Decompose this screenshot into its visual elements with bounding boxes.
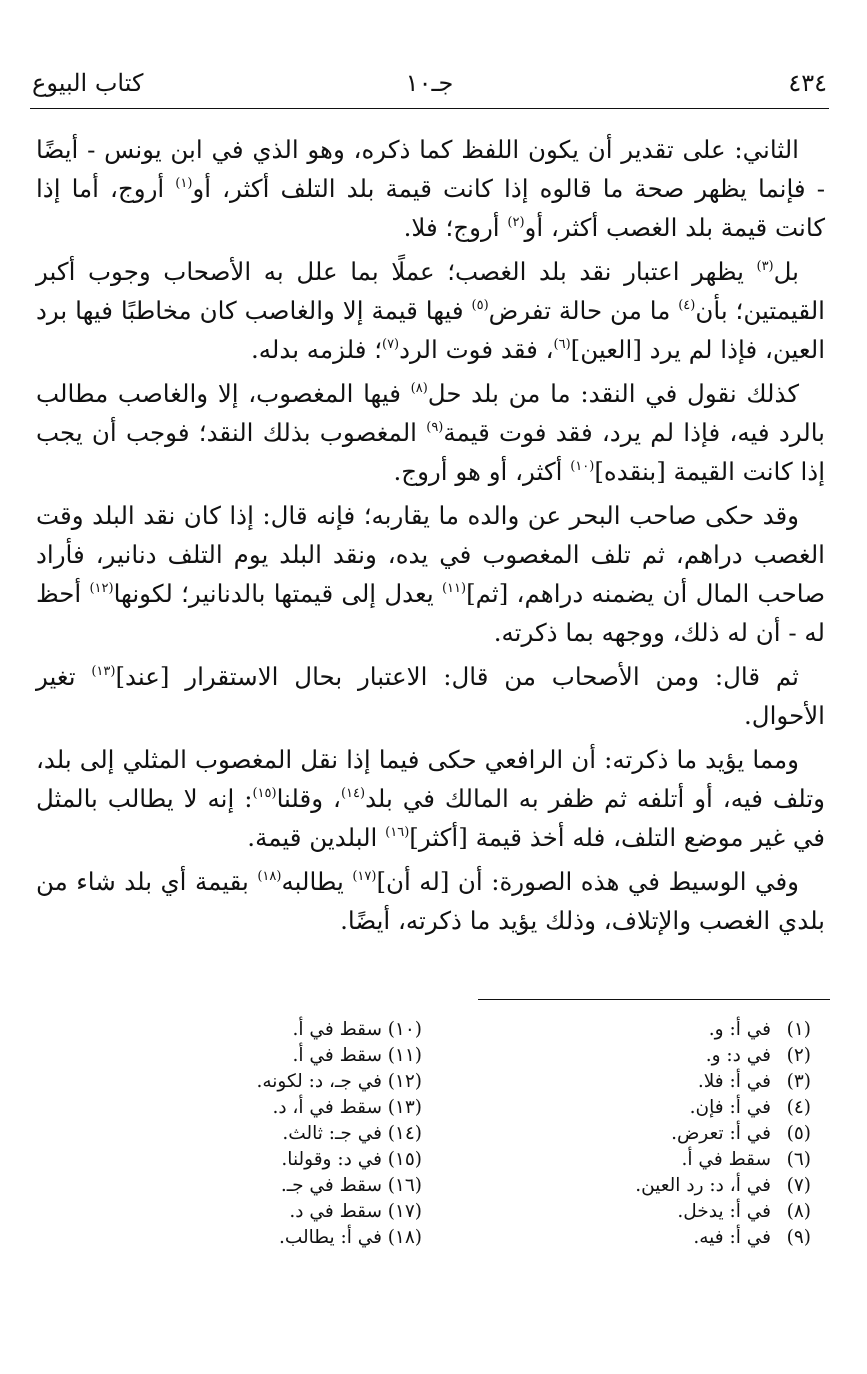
- footnote-marker: (١٧): [352, 869, 377, 884]
- footnote-number: (١٧): [387, 1201, 422, 1222]
- footnote-number: (١٠): [387, 1019, 422, 1040]
- footnote-text: في د: وقولنا.: [281, 1149, 382, 1170]
- text-segment: وفي الوسيط في هذه الصورة: أن [له أن]: [376, 867, 800, 896]
- book-title: كتاب البيوع: [32, 69, 144, 97]
- footnote-number: (١٦): [387, 1175, 422, 1196]
- footnote-text: في أ: فيه.: [693, 1227, 771, 1248]
- footnote-marker: (٨): [410, 381, 428, 396]
- footnote-number: (٦): [786, 1149, 811, 1170]
- footnote-item: [511, 1173, 811, 1199]
- footnote-item: [122, 1147, 422, 1173]
- footnote-marker: (١٣): [91, 664, 116, 679]
- footnote-item: [122, 1017, 422, 1043]
- footnote-item: [511, 1069, 811, 1095]
- text-segment: أروج، أما إذا كانت قيمة بلد الغصب أكثر، أو: [36, 174, 825, 242]
- text-segment: : إنه لا يطالب بالمثل في غير موضع التلف، فله أخذ قيمة [أكثر]: [36, 784, 825, 852]
- text-segment: بقيمة أي بلد شاء من بلدي الغصب والإتلاف، وذلك يؤيد ما ذكرته، أيضًا.: [36, 867, 825, 935]
- paragraph: [36, 374, 825, 491]
- main-text: [36, 130, 825, 945]
- footnote-marker: (٩): [426, 420, 444, 435]
- footnotes-right-column: [511, 1017, 811, 1251]
- text-segment: أروج؛ فلا.: [403, 213, 508, 242]
- footnote-divider: [478, 999, 830, 1000]
- footnote-item: [122, 1199, 422, 1225]
- text-segment: البلدين قيمة.: [247, 823, 386, 852]
- footnote-marker: (٢): [507, 215, 525, 230]
- footnote-text: سقط في أ.: [681, 1149, 771, 1170]
- volume-label: جـ١٠: [405, 69, 454, 97]
- footnote-text: سقط في أ، د.: [272, 1097, 382, 1118]
- footnote-item: [511, 1017, 811, 1043]
- header-divider: [30, 108, 829, 109]
- footnote-item: [511, 1147, 811, 1173]
- footnote-number: (١): [786, 1019, 811, 1040]
- text-segment: ، فقد فوت الرد: [399, 335, 554, 364]
- footnote-text: في أ: تعرض.: [671, 1123, 771, 1144]
- footnote-text: في أ: يطالب.: [278, 1227, 382, 1248]
- text-segment: المغصوب بذلك النقد؛ فوجب أن يجب إذا كانت القيمة [بنقده]: [36, 418, 825, 486]
- paragraph: [36, 252, 825, 369]
- footnote-number: (٢): [786, 1045, 811, 1066]
- footnote-item: [122, 1225, 422, 1251]
- page-number: ٤٣٤: [788, 69, 827, 97]
- footnote-text: في أ: و.: [708, 1019, 771, 1040]
- footnote-marker: (١١): [441, 581, 467, 596]
- footnote-item: [122, 1069, 422, 1095]
- footnote-number: (١٥): [387, 1149, 422, 1170]
- text-segment: يظهر اعتبار نقد بلد الغصب؛ عملًا بما علل به الأصحاب وجوب أكبر القيمتين؛ بأن: [36, 257, 825, 325]
- footnote-item: [122, 1173, 422, 1199]
- footnotes-left-column: [122, 1017, 422, 1251]
- text-segment: يطالبه: [281, 867, 353, 896]
- footnote-text: في أ: فلا.: [697, 1071, 771, 1092]
- footnote-marker: (٥): [471, 298, 489, 313]
- footnote-item: [122, 1121, 422, 1147]
- footnote-number: (١١): [387, 1045, 422, 1066]
- text-segment: يعدل إلى قيمتها بالدنانير؛ لكونها: [113, 579, 442, 608]
- footnote-marker: (٧): [381, 337, 400, 352]
- footnote-item: [511, 1121, 811, 1147]
- paragraph: [36, 657, 825, 735]
- footnote-text: سقط في جـ.: [280, 1175, 382, 1196]
- text-segment: أكثر، أو هو أروج.: [393, 457, 571, 486]
- text-segment: أحظ له - أن له ذلك، ووجهه بما ذكرته.: [36, 579, 825, 647]
- footnote-marker: (١٢): [89, 581, 114, 596]
- footnote-number: (٧): [786, 1175, 811, 1196]
- footnote-number: (١٤): [387, 1123, 422, 1144]
- footnote-text: في أ: يدخل.: [677, 1201, 771, 1222]
- footnote-marker: (٦): [553, 337, 571, 352]
- footnote-number: (١٨): [387, 1227, 422, 1248]
- footnote-item: [122, 1043, 422, 1069]
- paragraph: [36, 740, 825, 857]
- footnote-number: (٩): [786, 1227, 811, 1248]
- paragraph: [36, 862, 825, 940]
- footnote-marker: (١٤): [340, 786, 366, 801]
- footnote-marker: (١٨): [257, 869, 282, 884]
- text-segment: وقد حكى صاحب البحر عن والده ما يقاربه؛ فإنه قال: إذا كان نقد البلد وقت الغصب دراهم، ثم تلف المغصوب في يده، ونقد البلد يوم التلف دنانير، فأراد صاحب المال أن يضمنه دراهم، [ثم]: [36, 501, 825, 608]
- footnote-text: سقط في د.: [289, 1201, 382, 1222]
- footnote-marker: (١٠): [570, 459, 595, 474]
- text-segment: فيها المغصوب، إلا والغاصب مطالب بالرد فيه، فإذا لم يرد، فقد فوت قيمة: [36, 379, 825, 447]
- footnote-marker: (١): [175, 176, 193, 191]
- paragraph: [36, 130, 825, 247]
- text-segment: بل: [773, 257, 799, 286]
- footnote-number: (٥): [786, 1123, 811, 1144]
- footnote-number: (١٣): [387, 1097, 422, 1118]
- footnote-marker: (٤): [678, 298, 696, 313]
- footnote-text: في جـ: ثالث.: [282, 1123, 382, 1144]
- page-header: [32, 68, 827, 108]
- text-segment: تغير الأحوال.: [36, 662, 825, 730]
- footnote-text: في جـ، د: لكونه.: [256, 1071, 382, 1092]
- paragraph: [36, 496, 825, 652]
- footnote-text: سقط في أ.: [292, 1045, 382, 1066]
- text-segment: ما من حالة تفرض: [488, 296, 679, 325]
- footnote-marker: (٣): [756, 259, 774, 274]
- footnote-text: في أ، د: رد العين.: [635, 1175, 771, 1196]
- text-segment: فيها قيمة إلا والغاصب كان مخاطبًا فيها برد العين، فإذا لم يرد [العين]: [36, 296, 825, 364]
- footnote-text: سقط في أ.: [292, 1019, 382, 1040]
- text-segment: كذلك نقول في النقد: ما من بلد حل: [427, 379, 800, 408]
- footnote-number: (٨): [786, 1201, 811, 1222]
- footnote-number: (٤): [786, 1097, 811, 1118]
- footnote-item: [122, 1095, 422, 1121]
- footnote-item: [511, 1225, 811, 1251]
- footnote-number: (١٢): [387, 1071, 422, 1092]
- footnote-text: في أ: فإن.: [689, 1097, 771, 1118]
- text-segment: ثم قال: ومن الأصحاب من قال: الاعتبار بحال الاستقرار [عند]: [115, 662, 800, 691]
- footnote-item: [511, 1043, 811, 1069]
- footnote-number: (٣): [786, 1071, 811, 1092]
- text-segment: ومما يؤيد ما ذكرته: أن الرافعي حكى فيما إذا نقل المغصوب المثلي إلى بلد، وتلف فيه، أو أتلفه ثم ظفر به المالك في بلد: [36, 745, 825, 813]
- text-segment: ، وقلنا: [276, 784, 341, 813]
- footnote-marker: (١٥): [252, 786, 277, 801]
- text-segment: الثاني: على تقدير أن يكون اللفظ كما ذكره، وهو الذي في ابن يونس - أيضًا - فإنما يظهر صحة ما قالوه إذا كانت قيمة بلد التلف أكثر، أو: [36, 135, 825, 203]
- text-segment: ؛ فلزمه بدله.: [250, 335, 382, 364]
- footnote-text: في د: و.: [705, 1045, 771, 1066]
- footnote-item: [511, 1199, 811, 1225]
- footnote-marker: (١٦): [385, 825, 410, 840]
- footnote-item: [511, 1095, 811, 1121]
